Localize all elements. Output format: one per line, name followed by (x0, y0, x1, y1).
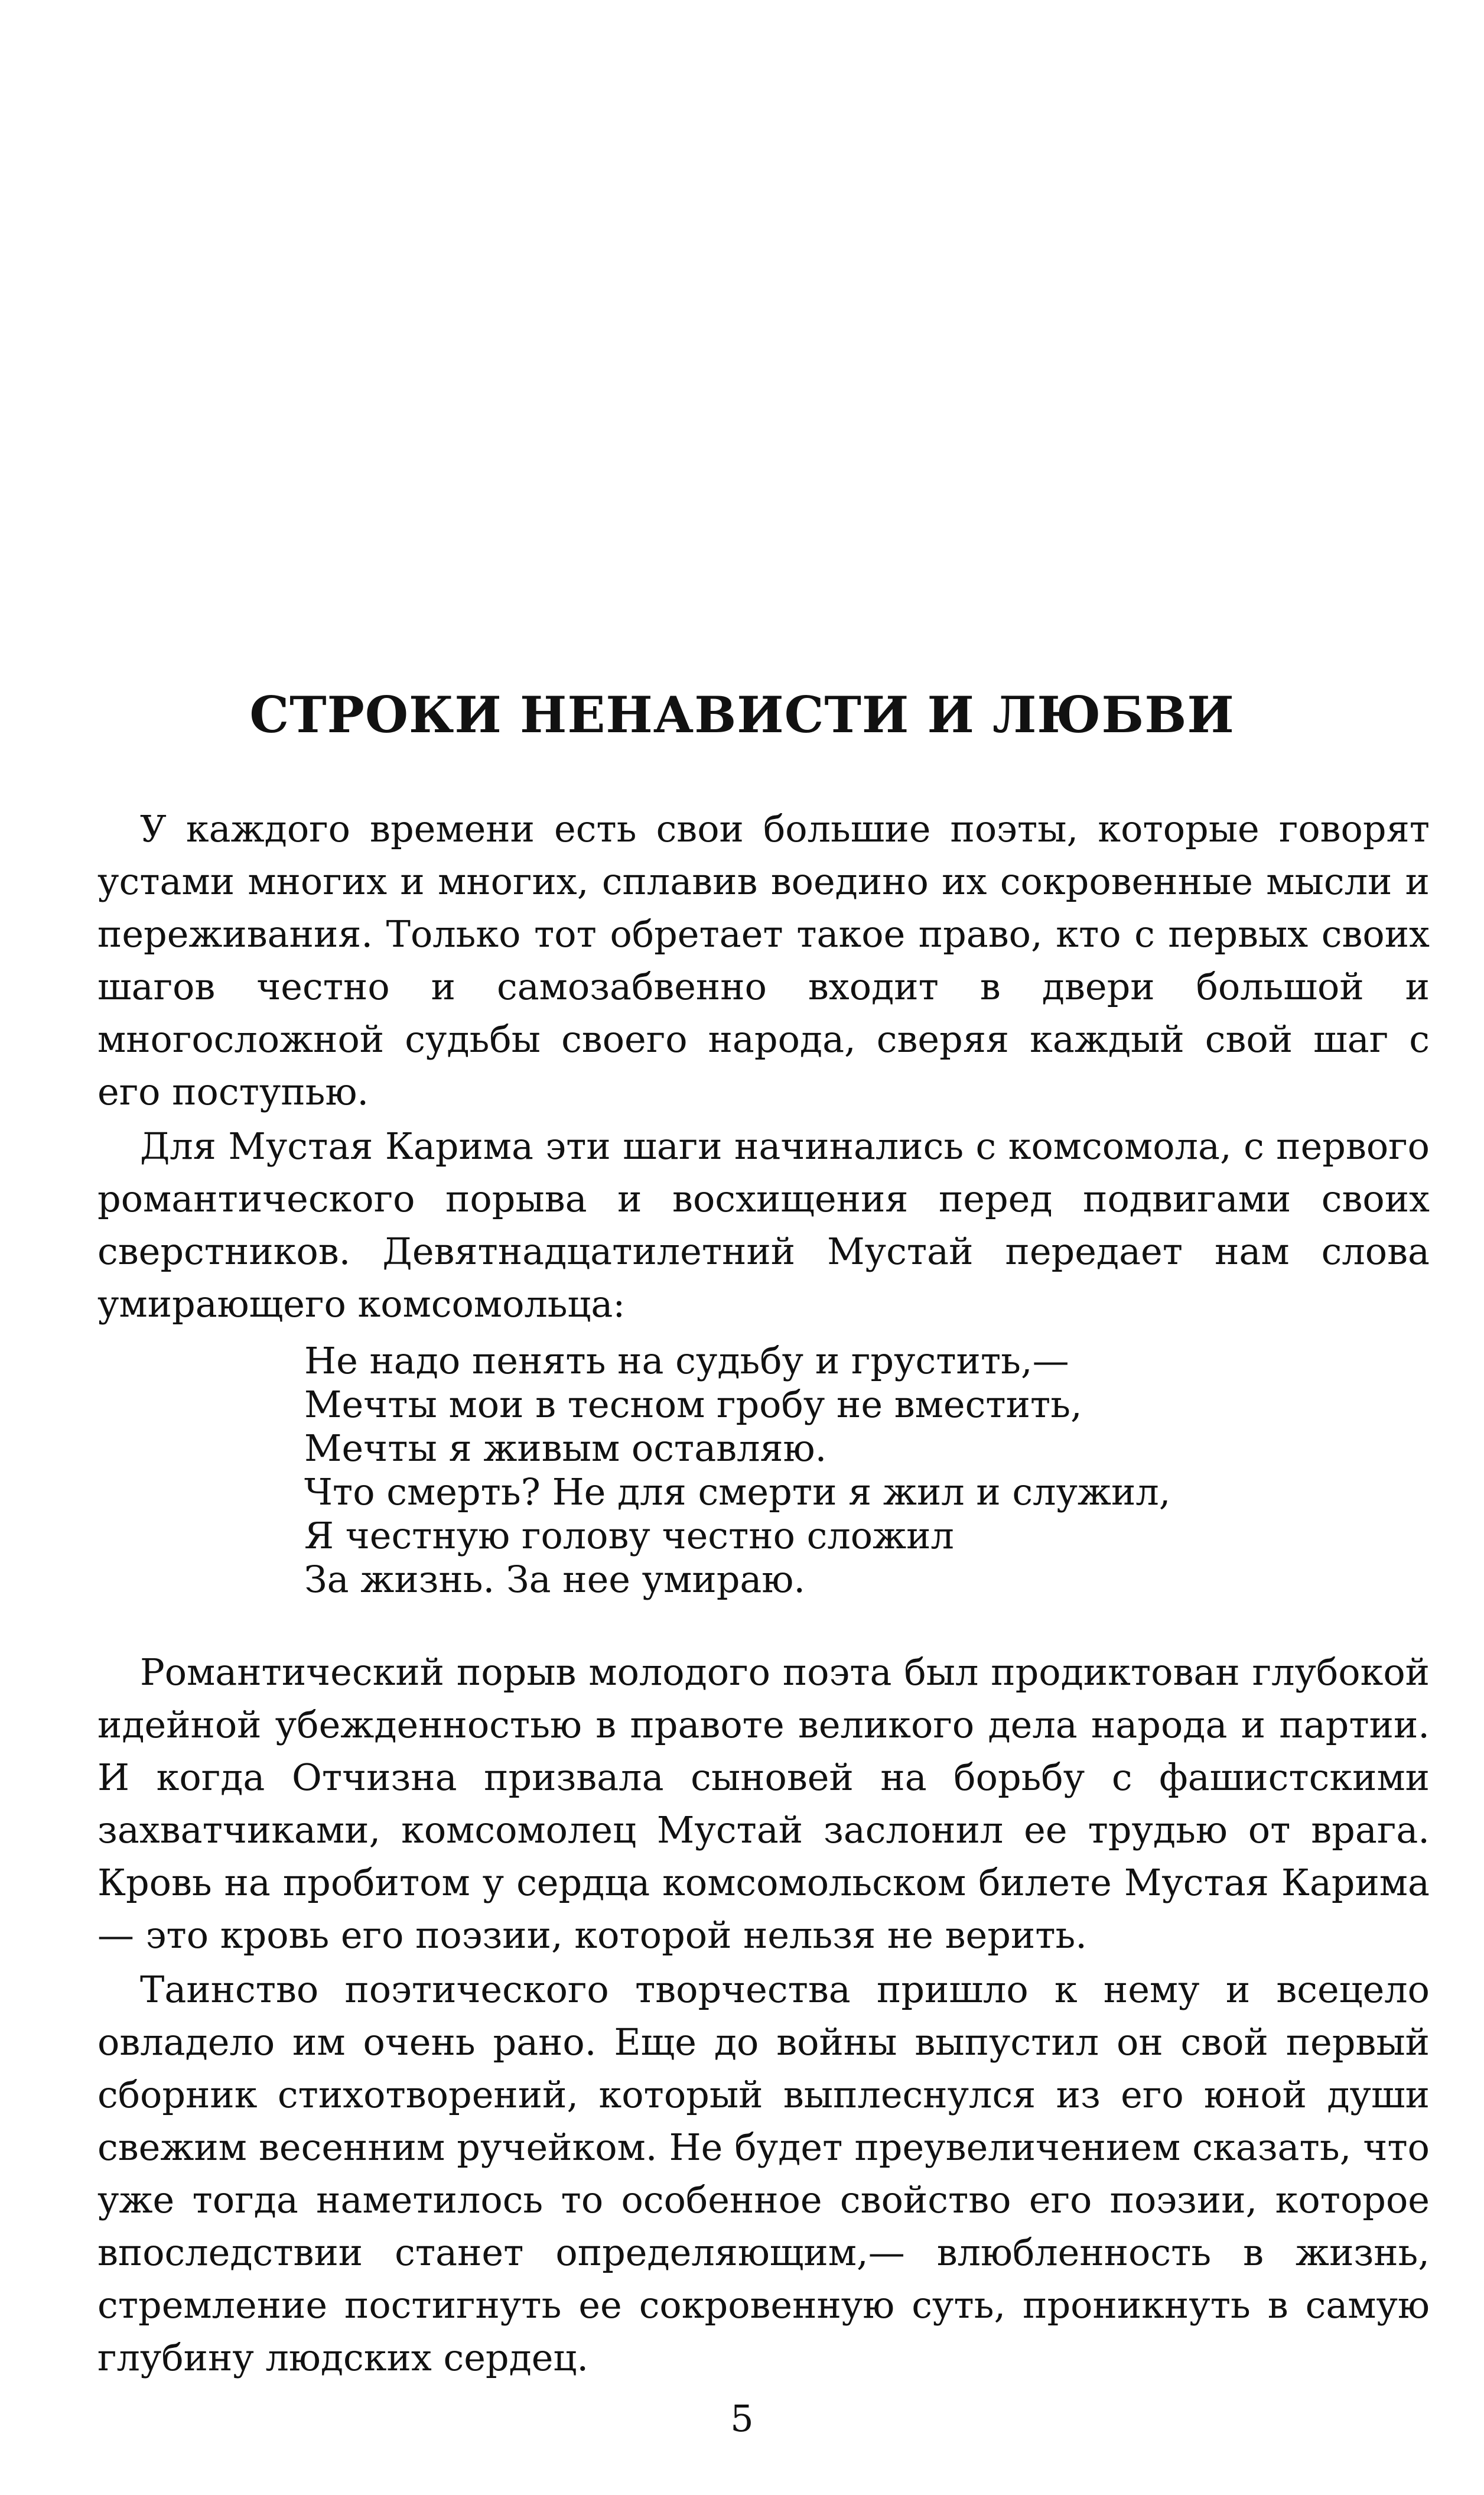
paragraph-2-block (97, 1120, 1430, 1330)
paragraph: Таинство поэтического творчества пришло к нему и всецело овладело им очень рано. Еще до войны выпустил он свой первый сборник стихотворений, который выплеснулся из его юной души свежим весенним ручейком. Не будет преувеличением сказать, что уже тогда наметилось то особенное свойство его поэзии, которое впоследствии станет определяющим,— влюбленность в жизнь, стремление постигнуть ее сокровенную суть, проникнуть в самую глубину людских сердец. (97, 1968, 1430, 2379)
page-number: 5 (730, 2397, 754, 2440)
paragraph-4-block (97, 1963, 1430, 2384)
paragraph-1-block (97, 803, 1430, 1118)
poem-line: Что смерть? Не для смерти я жил и служил, (304, 1470, 1171, 1513)
paragraph: У каждого времени есть свои большие поэты, которые говорят устами многих и многих, сплавив воедино их сокровенные мысли и переживания. Только тот обретает такое право, кто с первых своих шагов честно и самозабвенно входит в двери большой и многосложной судьбы своего народа, сверяя каждый свой шаг с его поступью. (97, 807, 1430, 1113)
chapter-title: СТРОКИ НЕНАВИСТИ И ЛЮБВИ (249, 686, 1235, 744)
poem-line: Не надо пенять на судьбу и грустить,— (304, 1339, 1069, 1382)
poem-line: Я честную голову честно сложил (304, 1514, 954, 1557)
poem-quote (304, 1339, 1170, 1601)
paragraph: Для Мустая Карима эти шаги начинались с комсомола, с первого романтического порыва и восхищения перед подвигами своих сверстников. Девятнадцатилетний Мустай передает нам слова умирающего комсомольца: (97, 1125, 1430, 1326)
paragraph-3-block (97, 1646, 1430, 1961)
poem-line: За жизнь. За нее умираю. (304, 1558, 806, 1601)
poem-line: Мечты я живым оставляю. (304, 1427, 827, 1470)
paragraph: Романтический порыв молодого поэта был продиктован глубокой идейной убежденностью в правоте великого дела народа и партии. И когда Отчизна призвала сыновей на борьбу с фашистскими захватчиками, комсомолец Мустай заслонил ее трудью от врага. Кровь на пробитом у сердца комсомольском билете Мустая Карима — это кровь его поэзии, которой нельзя не верить. (97, 1651, 1430, 1957)
poem-line: Мечты мои в тесном гробу не вместить, (304, 1383, 1082, 1426)
